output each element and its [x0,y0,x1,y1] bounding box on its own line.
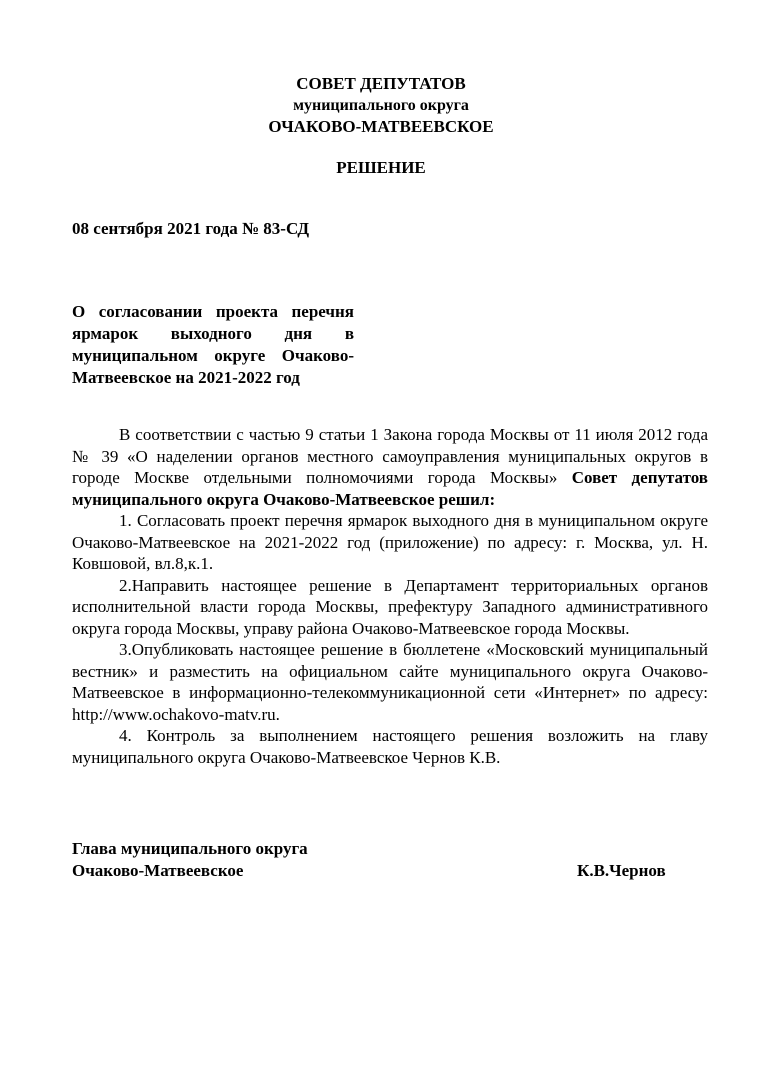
signature-title-line2: Очаково-Матвеевское [72,861,244,880]
decision-body [72,424,708,768]
decision-subject: О согласовании проекта перечня ярмарок выходного дня в муниципальном округе Очаково-Матвеевское на 2021-2022 год [72,302,354,387]
preamble [72,424,708,510]
district-name: ОЧАКОВО-МАТВЕЕВСКОЕ [268,117,494,136]
preamble-text: В соответствии с частью 9 статьи 1 Закона города Москвы от 11 июля 2012 года № 39 «О наделении органов местного самоуправления муниципальных округов в городе Москве отдельными полномочиями города Москвы» [72,425,708,487]
signature-title [72,838,308,882]
decision-date: 08 сентября 2021 года № 83-СД [72,219,310,238]
preamble-resolution: Совет депутатов муниципального округа Очаково-Матвеевское решил: [72,468,708,509]
list-item: 4. Контроль за выполнением настоящего решения возложить на главу муниципального округа Очаково-Матвеевское Чернов К.В. [72,726,708,767]
list-item: 1. Согласовать проект перечня ярмарок выходного дня в муниципальном округе Очаково-Матвеевское на 2021-2022 год (приложение) по адресу: г. Москва, ул. Н. Ковшовой, вл.8,к.1. [72,511,708,573]
district-line: муниципального округа [293,97,469,114]
signature-name: К.В.Чернов [577,861,666,880]
list-item: 2.Направить настоящее решение в Департамент территориальных органов исполнительной власти города Москвы, префектуру Западного административного округа города Москвы, управу района Очаково-Матвеевское города Москвы. [72,575,708,638]
document-type: РЕШЕНИЕ [336,158,426,177]
signature-title-line1: Глава муниципального округа [72,839,308,858]
list-item: 3.Опубликовать настоящее решение в бюллетене «Московский муниципальный вестник» и разместить на официальном сайте муниципального округа Очаково-Матвеевское в информационно-телекоммуникационной сети «Интернет» по адресу: http://www.ochakovo-matv.ru. [72,640,708,724]
council-title: СОВЕТ ДЕПУТАТОВ [296,74,466,93]
